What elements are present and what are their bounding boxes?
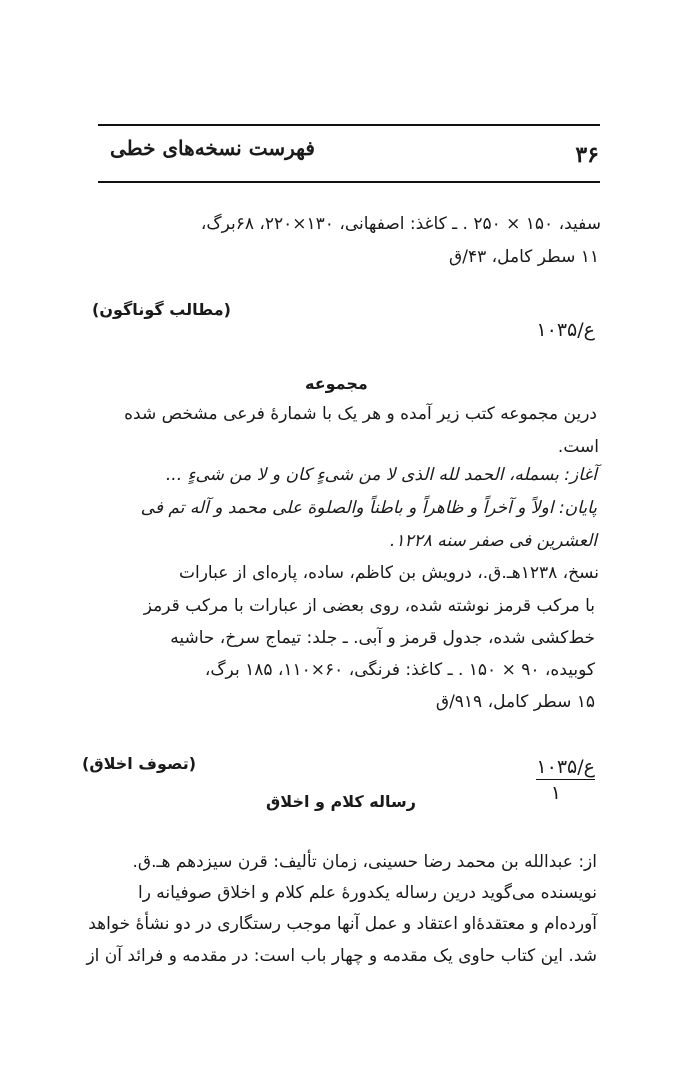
entry1-line: خط‌کشی شده، جدول قرمز و آبی. ـ جلد: تیماج سرخ، حاشیه: [170, 628, 595, 648]
entry1-explicit-cont: العشرین فی صفر سنه ۱۲۲۸.: [389, 531, 597, 551]
entry2-line: از: عبدالله بن محمد رضا حسینی، زمان تألیف: قرن سیزدهم هـ.ق.: [132, 852, 597, 872]
entry1-line: درین مجموعه کتب زیر آمده و هر یک با شماره‌ٔ فرعی مشخص شده: [124, 404, 597, 424]
entry1-line: است.: [557, 437, 599, 457]
running-title: فهرست نسخه‌های خطی: [110, 136, 315, 160]
header-rule-top: [98, 124, 600, 126]
entry1-line: با مرکب قرمز نوشته شده، روی بعضی از عبارات با مرکب قرمز: [143, 596, 595, 616]
entry1-code: ع/۱۰۳۵: [536, 319, 595, 341]
entry1-explicit: پایان: اولاً و آخراً و ظاهراً و باطناً والصلوة علی محمد و آله تم فی: [140, 498, 597, 518]
entry1-line: ۱۵ سطر کامل، ۹۱۹/ق: [435, 692, 595, 712]
entry2-line: نویسنده می‌گوید درین رساله یکدوره‌ٔ علم کلام و اخلاق صوفیانه را: [137, 883, 597, 903]
entry2-line: شد. این کتاب حاوی یک مقدمه و چهار باب است: در مقدمه و فرائد آن از: [86, 946, 597, 966]
entry2-line: آورده‌ام و معتقده‌ٔاو اعتقاد و عمل آنها موجب رستگاری در دو نشأهٔ خواهد: [88, 914, 597, 934]
entry2-title: رساله کلام و اخلاق: [266, 792, 416, 811]
entry1-category: (مطالب گوناگون): [92, 300, 231, 319]
page-number: ۳۶: [575, 142, 599, 168]
header-rule-bottom: [98, 181, 600, 183]
entry1-incipit: آغاز: بسمله، الحمد لله الذی لا من شیءٍ کان و لا من شیءٍ ...: [165, 465, 597, 485]
entry2-category: (تصوف اخلاق): [82, 754, 197, 773]
entry1-title: مجموعه: [305, 374, 368, 393]
entry1-line: کوبیده، ۹۰ × ۱۵۰ . ـ کاغذ: فرنگی، ۶۰×۱۱۰، ۱۸۵ برگ،: [204, 660, 595, 680]
entry2-code: ع/۱۰۳۵: [536, 756, 595, 778]
prev-entry-line-1: سفید، ۱۵۰ × ۲۵۰ . ـ کاغذ: اصفهانی، ۱۳۰×۲۲۰، ۶۸برگ،: [200, 214, 601, 234]
prev-entry-line-2: ۱۱ سطر کامل، ۴۳/ق: [449, 247, 599, 267]
entry2-sub-number: ۱: [550, 782, 561, 804]
entry1-line: نسخ، ۱۲۳۸هـ.ق.، درویش بن کاظم، ساده، پاره‌ای از عبارات: [179, 563, 599, 583]
